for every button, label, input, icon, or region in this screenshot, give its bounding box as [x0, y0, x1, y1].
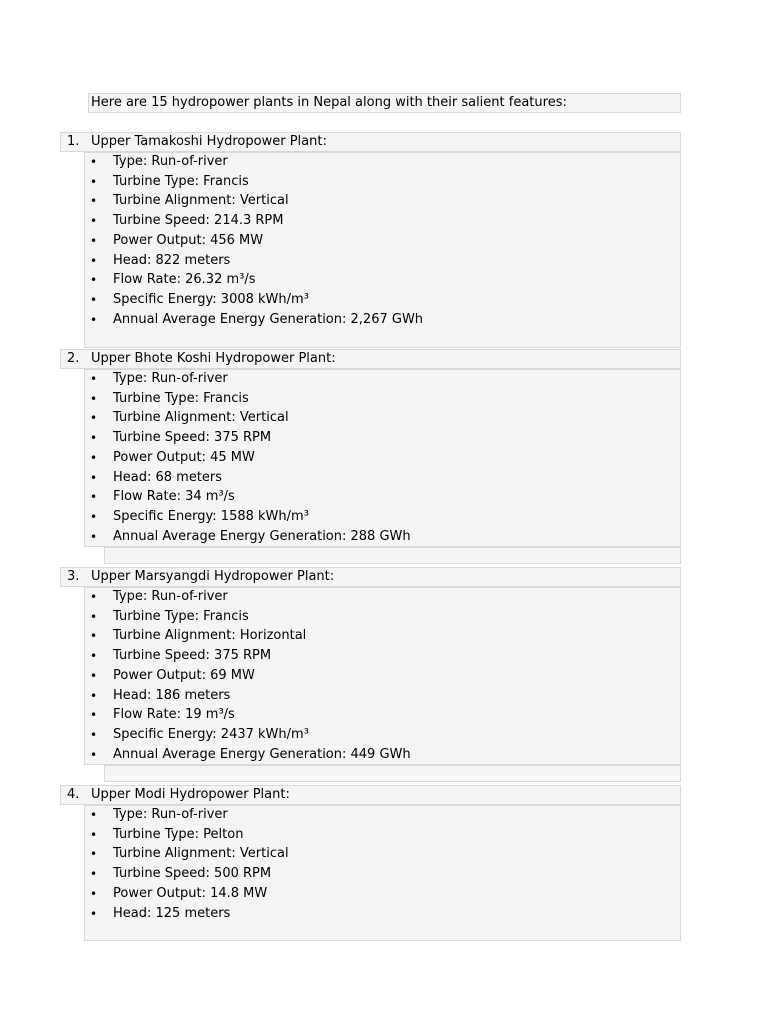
bullet-icon: •: [90, 649, 98, 664]
bullet-icon: •: [90, 668, 98, 683]
spacer-paragraph: [104, 765, 681, 782]
plant-number: 1.: [67, 134, 80, 149]
feature-item: Flow Rate: 19 m³/s: [113, 707, 235, 723]
bullet-icon: •: [90, 490, 98, 505]
feature-item: Specific Energy: 2437 kWh/m³: [113, 726, 309, 742]
bullet-icon: •: [90, 827, 98, 842]
bullet-icon: •: [90, 155, 98, 169]
bullet-icon: •: [90, 470, 98, 485]
bullet-icon: •: [90, 906, 98, 921]
feature-item: Type: Run-of-river: [113, 589, 228, 604]
spacer-paragraph: [104, 547, 681, 564]
bullet-icon: •: [90, 273, 98, 288]
bullet-icon: •: [90, 509, 98, 524]
feature-item: Flow Rate: 26.32 m³/s: [113, 272, 256, 288]
feature-item: Power Output: 45 MW: [113, 449, 255, 465]
feature-item: Power Output: 69 MW: [113, 667, 255, 683]
feature-item: Annual Average Energy Generation: 2,267 GWh: [113, 311, 424, 327]
feature-item: Turbine Alignment: Vertical: [113, 846, 289, 862]
feature-item: Annual Average Energy Generation: 449 GWh: [113, 746, 411, 762]
bullet-icon: •: [90, 708, 98, 723]
feature-item: Specific Energy: 1588 kWh/m³: [113, 508, 309, 524]
bullet-icon: •: [90, 529, 98, 544]
bullet-icon: •: [90, 886, 98, 901]
feature-item: Turbine Speed: 375 RPM: [113, 648, 272, 664]
feature-item: Turbine Alignment: Vertical: [113, 410, 289, 426]
bullet-icon: •: [90, 292, 98, 307]
feature-item: Annual Average Energy Generation: 288 GWh: [113, 528, 411, 544]
feature-item: Power Output: 14.8 MW: [113, 885, 268, 901]
bullet-icon: •: [90, 253, 98, 268]
bullet-icon: •: [90, 312, 98, 327]
feature-item: Head: 68 meters: [113, 469, 223, 485]
bullet-icon: •: [90, 747, 98, 762]
feature-item: Turbine Alignment: Vertical: [113, 193, 289, 209]
bullet-icon: •: [90, 688, 98, 703]
plant-number: 4.: [67, 787, 80, 802]
feature-item: Type: Run-of-river: [113, 154, 228, 169]
bullet-icon: •: [90, 372, 98, 386]
plant-number: 2.: [67, 351, 80, 366]
feature-item: Turbine Speed: 375 RPM: [113, 430, 272, 446]
intro-text: Here are 15 hydropower plants in Nepal along with their salient features:: [91, 95, 567, 110]
bullet-icon: •: [90, 808, 98, 822]
feature-item: Head: 822 meters: [113, 252, 231, 268]
feature-item: Head: 125 meters: [113, 905, 231, 921]
bullet-icon: •: [90, 727, 98, 742]
feature-item: Specific Energy: 3008 kWh/m³: [113, 291, 309, 307]
feature-item: Turbine Type: Francis: [113, 608, 249, 624]
bullet-icon: •: [90, 590, 98, 604]
bullet-icon: •: [90, 847, 98, 862]
bullet-icon: •: [90, 411, 98, 426]
feature-item: Turbine Speed: 214.3 RPM: [113, 213, 284, 229]
bullet-icon: •: [90, 194, 98, 209]
bullet-icon: •: [90, 431, 98, 446]
feature-item: Type: Run-of-river: [113, 371, 228, 386]
plant-title: Upper Tamakoshi Hydropower Plant:: [91, 134, 327, 149]
feature-item: Turbine Alignment: Horizontal: [113, 628, 307, 644]
bullet-icon: •: [90, 609, 98, 624]
plant-title: Upper Bhote Koshi Hydropower Plant:: [91, 351, 336, 366]
bullet-icon: •: [90, 450, 98, 465]
plant-title: Upper Marsyangdi Hydropower Plant:: [91, 569, 335, 584]
feature-item: Turbine Speed: 500 RPM: [113, 866, 272, 882]
feature-item: Turbine Type: Pelton: [113, 826, 244, 842]
feature-item: Turbine Type: Francis: [113, 390, 249, 406]
bullet-icon: •: [90, 233, 98, 248]
bullet-icon: •: [90, 174, 98, 189]
plant-title: Upper Modi Hydropower Plant:: [91, 787, 290, 802]
feature-item: Head: 186 meters: [113, 687, 231, 703]
bullet-icon: •: [90, 391, 98, 406]
feature-item: Turbine Type: Francis: [113, 173, 249, 189]
feature-item: Type: Run-of-river: [113, 807, 228, 822]
bullet-icon: •: [90, 629, 98, 644]
plant-number: 3.: [67, 569, 80, 584]
bullet-icon: •: [90, 214, 98, 229]
bullet-icon: •: [90, 867, 98, 882]
feature-item: Power Output: 456 MW: [113, 232, 264, 248]
feature-item: Flow Rate: 34 m³/s: [113, 489, 235, 505]
